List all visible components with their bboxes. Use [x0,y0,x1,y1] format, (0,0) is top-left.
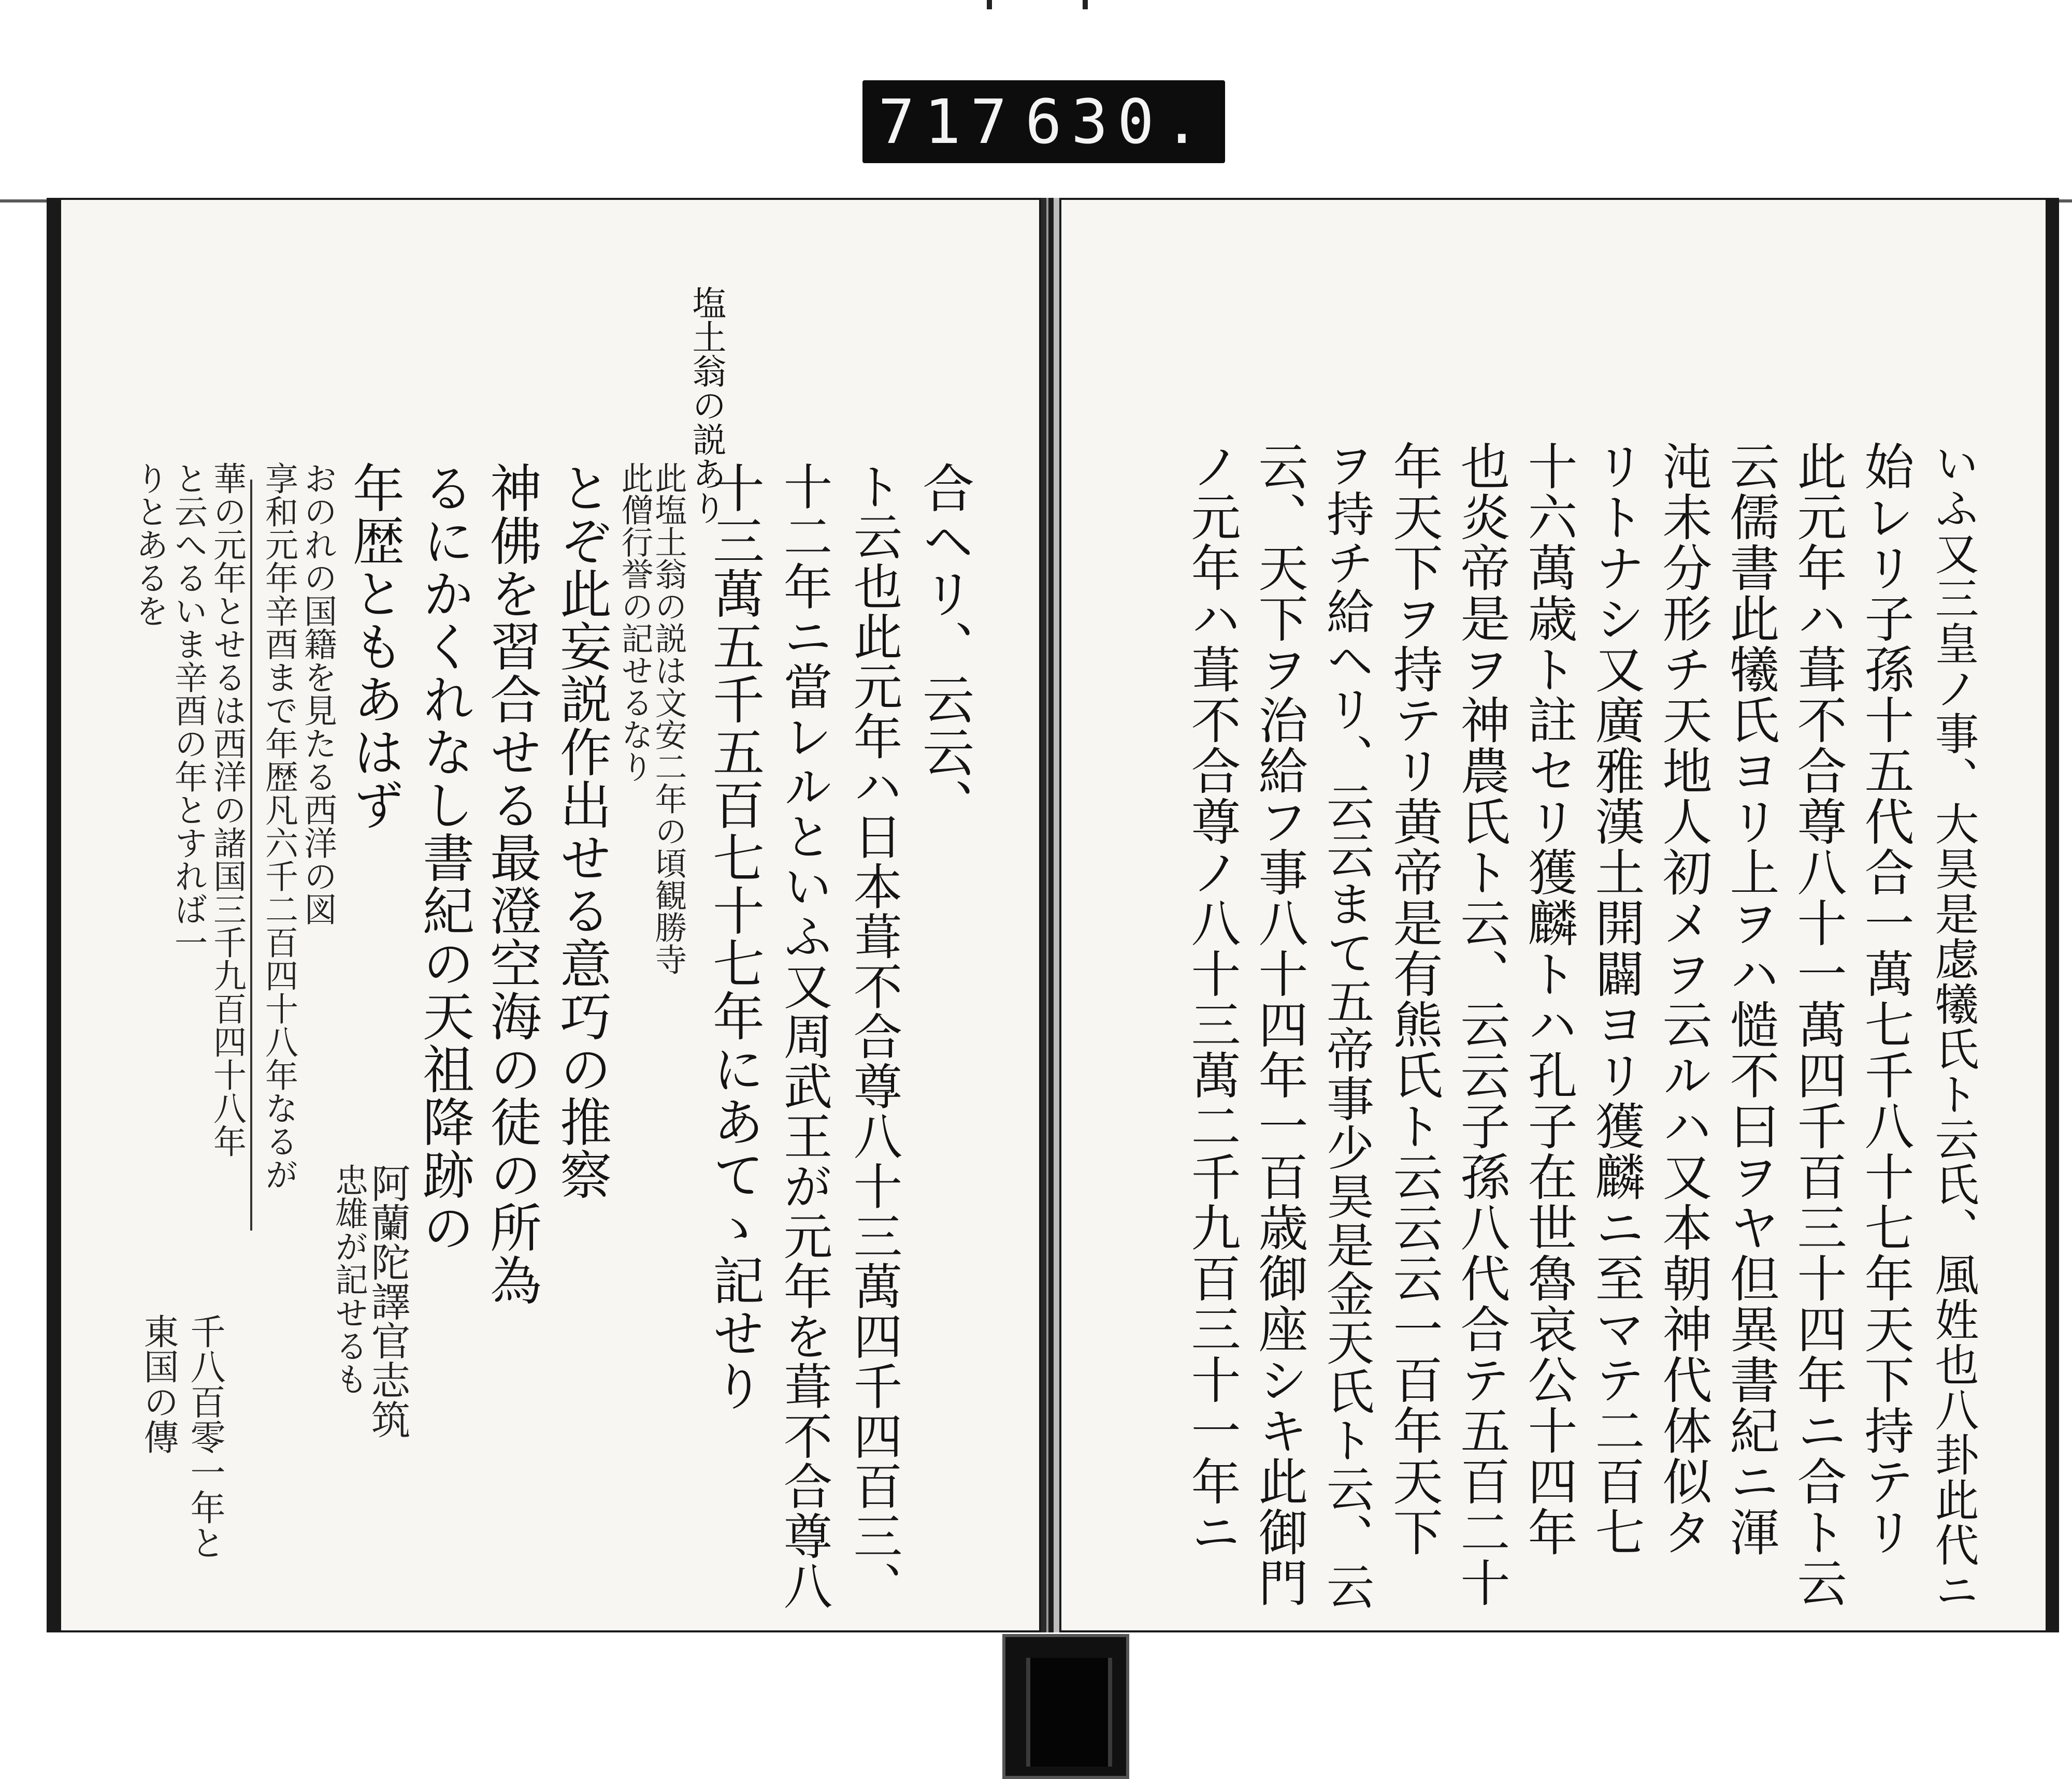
text-column: 合ヘリ、云云、 [914,461,974,831]
text-column: 年天下ヲ持テリ黄帝是有熊氏ト云云云一百年天下 [1385,441,1443,1557]
annotation-note: 華の元年とせるは西洋の諸国三千九百四十八年 [208,461,246,1158]
call-number-right: 630. [1025,86,1210,157]
book-gutter [1041,198,1059,1632]
rule-line [250,480,252,1231]
call-number-label [862,80,1225,163]
text-column: 此元年ハ葺不合尊八十一萬四千百三十四年ニ合ト云 [1789,441,1847,1608]
bottom-note: 千八百零一年と [184,1313,225,1560]
binding-block [1002,1634,1129,1779]
scan-edge-mark [1083,0,1088,9]
text-column: ヲ持チ給ヘリ、云云まて五帝事少昊是金天氏ト云、云 [1319,441,1375,1611]
text-column: 十二年ニ當レルといふ又周武王が元年を葺不合尊八 [775,461,832,1611]
text-column: 十六萬歳ト註セリ獲麟トハ孔子在世魯哀公十四年 [1520,441,1578,1557]
text-column: 沌未分形チ天地人初メヲ云ルハ又本朝神代体似タ [1654,441,1713,1557]
text-column: 神佛を習合せる最澄空海の徒の所為 [481,461,542,1307]
text-column: るにかくれなし書紀の天祖降跡の [414,461,474,1254]
annotation-note: 享和元年辛酉まで年歴凡六千二百四十八年なるが [260,461,298,1191]
text-column: 十三萬五千五百七十七年にあてゝ記せり [704,461,765,1412]
text-column: リトナシ又廣雅漢土開闢ヨリ獲麟ニ至マテ二百七 [1587,441,1645,1557]
text-column: 云儒書此犧氏ヨリ上ヲハ慥不曰ヲヤ但異書紀ニ渾 [1722,441,1780,1557]
signature-note: 忠雄が記せるも [329,1163,368,1395]
scan-edge-mark [987,0,992,9]
text-column: 始レリ子孫十五代合一萬七千八十七年天下持テリ [1857,441,1915,1557]
call-number-left: 717 [878,86,1017,157]
bottom-note: 東国の傳 [138,1313,179,1454]
left-page [47,198,1041,1632]
text-column: いふ又三皇ノ事、大昊是虙犧氏ト云氏、風姓也八卦此代ニ [1927,441,1979,1613]
head-note: 塩土翁の説あり [686,285,726,525]
annotation-note: おのれの国籍を見たる西洋の図 [298,461,337,925]
interlinear-note: 此僧行誉の記せるなり [616,461,654,783]
text-column: 年歴ともあはず [344,461,405,831]
right-page [1059,198,2059,1632]
open-book [41,198,2069,1638]
annotation-note: と云へるいま辛酉の年とすれば一 [169,461,207,959]
text-column: ノ元年ハ葺不合尊ノ八十三萬二千九百三十一年ニ [1183,441,1241,1557]
signature-note: 阿蘭陀譯官志筑 [365,1163,411,1439]
text-column: とぞ此妄説作出せる意巧の推察 [551,461,612,1201]
annotation-note: りとあるを [130,461,168,627]
text-column: 云、天下ヲ治給フ事八十四年一百歳御座シキ此御門 [1250,441,1308,1608]
text-column: ト云也此元年ハ日本葺不合尊八十三萬四千四百三、 [845,461,902,1611]
interlinear-note: 此塩土翁の説は文安二年の頃観勝寺 [650,461,687,975]
text-column: 也炎帝是ヲ神農氏ト云、云云子孫八代合テ五百二十 [1452,441,1510,1608]
